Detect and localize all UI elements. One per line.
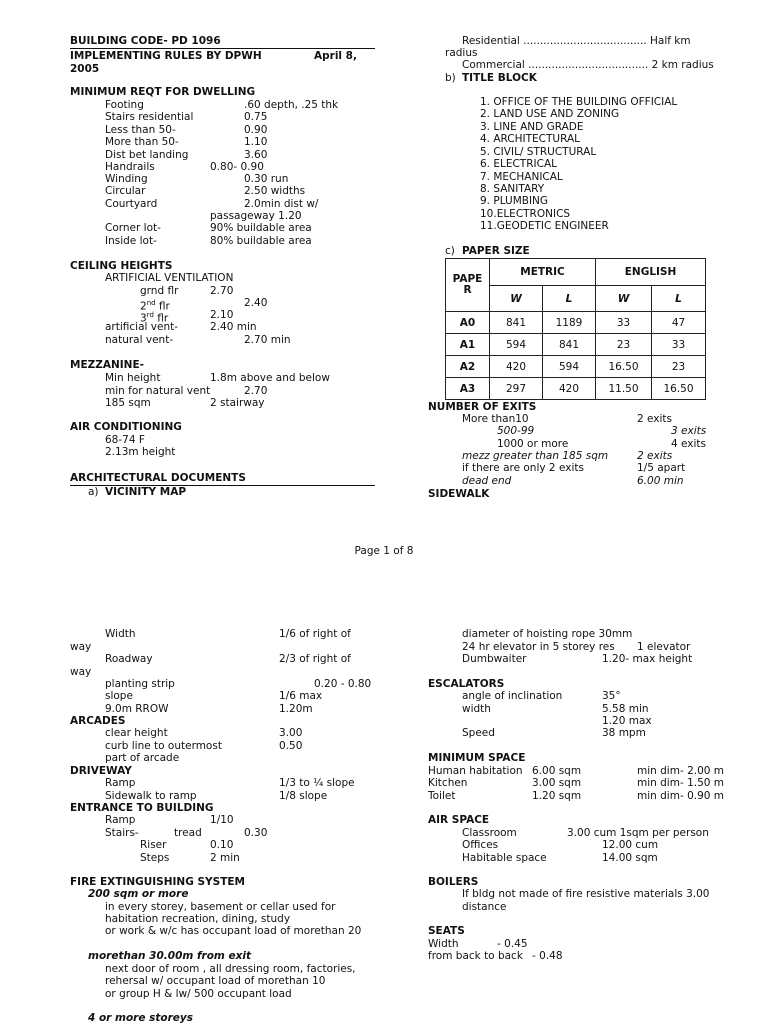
- aircon-height: 2.13m height: [105, 446, 176, 458]
- seats-label: from back to back: [428, 950, 523, 962]
- mezz-value: 2 stairway: [210, 397, 265, 409]
- tread-value: 0.30: [244, 827, 268, 839]
- dwelling-label: More than 50-: [105, 136, 179, 148]
- english-l-cell: 47: [652, 312, 706, 334]
- paper-size-cell: A2: [446, 356, 490, 378]
- fire-subheading: 200 sqm or more: [88, 888, 189, 900]
- planting-label: planting strip: [105, 678, 175, 690]
- dwelling-value: 0.80- 0.90: [210, 161, 264, 173]
- space-label: Kitchen: [428, 777, 468, 789]
- doc-year: 2005: [70, 63, 100, 75]
- air-space-label: Habitable space: [462, 852, 547, 864]
- dwelling-value: 90% buildable area: [210, 222, 312, 234]
- exits-value: 6.00 min: [637, 475, 684, 487]
- roadway-label: Roadway: [105, 653, 153, 665]
- fire-line: rehersal w/ occupant load of morethan 10: [105, 975, 326, 987]
- space-value: 3.00 sqm: [532, 777, 582, 789]
- list-item: 10.ELECTRONICS: [480, 208, 571, 220]
- list-item: 2. LAND USE AND ZONING: [480, 108, 620, 120]
- table-row: [446, 378, 706, 400]
- doc-subtitle: IMPLEMENTING RULES BY DPWH: [70, 50, 262, 62]
- driveway-value: 1/3 to ¼ slope: [279, 777, 355, 789]
- dwelling-value: 2.0min dist w/: [244, 198, 319, 210]
- dwelling-label: Stairs residential: [105, 111, 194, 123]
- natural-vent-value: 2.70 min: [244, 334, 291, 346]
- fire-line: or work & w/c has occupant load of morethan 20: [105, 925, 362, 937]
- ceiling-subheading: ARTIFICIAL VENTILATION: [105, 272, 234, 284]
- exits-value: 2 exits: [637, 450, 673, 462]
- exits-label: if there are only 2 exits: [462, 462, 584, 474]
- escalator-value: 1.20 max: [602, 715, 652, 727]
- exits-value: 3 exits: [671, 425, 707, 437]
- floor-label: 3rd flr: [140, 311, 169, 325]
- dumbwaiter-label: Dumbwaiter: [462, 653, 527, 665]
- floor-label: 2nd flr: [140, 299, 170, 313]
- metric-w-cell: 594: [490, 334, 543, 356]
- width-value: 1/6 of right of: [279, 628, 351, 640]
- english-w-cell: 11.50: [596, 378, 652, 400]
- arcade-label: part of arcade: [105, 752, 180, 764]
- artificial-vent-label: artificial vent-: [105, 321, 179, 333]
- space-value: 6.00 sqm: [532, 765, 582, 777]
- radius-residential: Residential ..................................... Half km: [462, 35, 691, 47]
- entrance-value: 1/10: [210, 814, 234, 826]
- escalator-label: Speed: [462, 727, 495, 739]
- arcade-value: 0.50: [279, 740, 303, 752]
- arcades-heading: ARCADES: [70, 715, 126, 727]
- riser-label: Riser: [140, 839, 167, 851]
- dwelling-label: Inside lot-: [105, 235, 157, 247]
- english-l-cell: 33: [652, 334, 706, 356]
- floor-value: 2.70: [210, 285, 234, 297]
- driveway-label: Ramp: [105, 777, 136, 789]
- space-label: Toilet: [428, 790, 456, 802]
- slope-value: 1/6 max: [279, 690, 323, 702]
- title-underline: [70, 48, 375, 49]
- boilers-line: distance: [462, 901, 507, 913]
- table-header-metric: METRIC: [490, 259, 596, 286]
- rrow-label: 9.0m RROW: [105, 703, 169, 715]
- paper-size-heading: PAPER SIZE: [462, 245, 530, 257]
- fire-subheading: 4 or more storeys: [88, 1012, 193, 1024]
- table-header-english: ENGLISH: [596, 259, 706, 286]
- fire-line: habitation recreation, dining, study: [105, 913, 291, 925]
- fire-line: next door of room , all dressing room, factories,: [105, 963, 356, 975]
- metric-l-cell: 1189: [543, 312, 596, 334]
- dwelling-value: 2.50 widths: [244, 185, 306, 197]
- dwelling-label: Handrails: [105, 161, 155, 173]
- english-w-cell: 33: [596, 312, 652, 334]
- metric-l-cell: 594: [543, 356, 596, 378]
- entrance-label: Ramp: [105, 814, 136, 826]
- doc-title: BUILDING CODE- PD 1096: [70, 35, 221, 47]
- space-dim: min dim- 0.90 m: [637, 790, 725, 802]
- table-row: [446, 312, 706, 334]
- driveway-label: Sidewalk to ramp: [105, 790, 197, 802]
- list-item: 7. MECHANICAL: [480, 171, 563, 183]
- seats-heading: SEATS: [428, 925, 465, 937]
- escalator-value: 38 mpm: [602, 727, 646, 739]
- dwelling-value: 3.60: [244, 149, 268, 161]
- exits-label: 500-99: [497, 425, 535, 437]
- paper-size-marker: c): [445, 245, 455, 257]
- escalators-heading: ESCALATORS: [428, 678, 505, 690]
- paper-size-cell: A3: [446, 378, 490, 400]
- dwelling-value: 0.30 run: [244, 173, 289, 185]
- escalator-label: width: [462, 703, 491, 715]
- planting-value: 0.20 - 0.80: [314, 678, 372, 690]
- aircon-temp: 68-74 F: [105, 434, 145, 446]
- rrow-value: 1.20m: [279, 703, 313, 715]
- dwelling-value: .60 depth, .25 thk: [244, 99, 339, 111]
- dwelling-heading: MINIMUM REQT FOR DWELLING: [70, 86, 256, 98]
- fire-line: or group H & lw/ 500 occupant load: [105, 988, 292, 1000]
- floor-value: 2.40: [244, 297, 268, 309]
- entrance-heading: ENTRANCE TO BUILDING: [70, 802, 214, 814]
- dwelling-label: Footing: [105, 99, 144, 111]
- vicinity-map-label: VICINITY MAP: [105, 486, 187, 498]
- list-item: 9. PLUMBING: [480, 195, 549, 207]
- english-l-cell: 23: [652, 356, 706, 378]
- dwelling-value: 0.90: [244, 124, 268, 136]
- list-item: 1. OFFICE OF THE BUILDING OFFICIAL: [480, 96, 678, 108]
- exits-value: 4 exits: [671, 438, 707, 450]
- space-dim: min dim- 2.00 m: [637, 765, 725, 777]
- table-header-l: L: [652, 286, 706, 312]
- metric-w-cell: 841: [490, 312, 543, 334]
- table-row: [446, 356, 706, 378]
- arcade-label: clear height: [105, 727, 168, 739]
- air-space-label: Classroom: [462, 827, 517, 839]
- boilers-line: If bldg not made of fire resistive materials 3.00: [462, 888, 710, 900]
- width-label: Width: [105, 628, 136, 640]
- arcade-label: curb line to outermost: [105, 740, 222, 752]
- min-space-heading: MINIMUM SPACE: [428, 752, 526, 764]
- air-space-value: 3.00 cum 1sqm per person: [567, 827, 709, 839]
- elevator-label: 24 hr elevator in 5 storey res: [462, 641, 615, 653]
- metric-l-cell: 420: [543, 378, 596, 400]
- dwelling-label: Circular: [105, 185, 146, 197]
- driveway-heading: DRIVEWAY: [70, 765, 132, 777]
- floor-value: 2.10: [210, 309, 234, 321]
- table-header-paper: PAPE R: [446, 259, 490, 312]
- fire-subheading: morethan 30.00m from exit: [88, 950, 252, 962]
- list-item: 4. ARCHITECTURAL: [480, 133, 581, 145]
- air-space-value: 12.00 cum: [602, 839, 659, 851]
- space-dim: min dim- 1.50 m: [637, 777, 725, 789]
- aircon-heading: AIR CONDITIONING: [70, 421, 182, 433]
- space-label: Human habitation: [428, 765, 523, 777]
- seats-value: - 0.45: [497, 938, 528, 950]
- doc-date: April 8,: [314, 50, 357, 62]
- mezz-label: Min height: [105, 372, 161, 384]
- table-header-l: L: [543, 286, 596, 312]
- width-way: way: [70, 641, 92, 653]
- radius-commercial: Commercial .................................... 2 km radius: [462, 59, 714, 71]
- mezz-label: min for natural vent: [105, 385, 211, 397]
- fire-heading: FIRE EXTINGUISHING SYSTEM: [70, 876, 245, 888]
- exits-label: More than10: [462, 413, 529, 425]
- seats-label: Width: [428, 938, 459, 950]
- list-item: 8. SANITARY: [480, 183, 545, 195]
- mezz-value: 1.8m above and below: [210, 372, 330, 384]
- title-block-heading: TITLE BLOCK: [462, 72, 537, 84]
- escalator-label: angle of inclination: [462, 690, 563, 702]
- dwelling-value: 1.10: [244, 136, 268, 148]
- air-space-label: Offices: [462, 839, 499, 851]
- list-item: 11.GEODETIC ENGINEER: [480, 220, 609, 232]
- hoist-rope-line: diameter of hoisting rope 30mm: [462, 628, 633, 640]
- mezz-label: 185 sqm: [105, 397, 151, 409]
- seats-value: - 0.48: [532, 950, 563, 962]
- roadway-value: 2/3 of right of: [279, 653, 351, 665]
- fire-line: in every storey, basement or cellar used for: [105, 901, 336, 913]
- dwelling-label: Courtyard: [105, 198, 158, 210]
- steps-value: 2 min: [210, 852, 240, 864]
- arcade-value: 3.00: [279, 727, 303, 739]
- air-space-value: 14.00 sqm: [602, 852, 658, 864]
- list-item: 6. ELECTRICAL: [480, 158, 557, 170]
- dwelling-label: Dist bet landing: [105, 149, 189, 161]
- roadway-way: way: [70, 666, 92, 678]
- dwelling-value: 80% buildable area: [210, 235, 312, 247]
- escalator-value: 35°: [602, 690, 621, 702]
- list-item: 3. LINE AND GRADE: [480, 121, 584, 133]
- dwelling-label: Less than 50-: [105, 124, 176, 136]
- tread-label: tread: [174, 827, 202, 839]
- natural-vent-label: natural vent-: [105, 334, 174, 346]
- slope-label: slope: [105, 690, 133, 702]
- dwelling-value: 0.75: [244, 111, 268, 123]
- air-space-heading: AIR SPACE: [428, 814, 490, 826]
- exits-label: mezz greater than 185 sqm: [462, 450, 609, 462]
- space-value: 1.20 sqm: [532, 790, 582, 802]
- page-number: Page 1 of 8: [354, 545, 414, 557]
- table-header-w: W: [490, 286, 543, 312]
- english-l-cell: 16.50: [652, 378, 706, 400]
- title-block-marker: b): [445, 72, 456, 84]
- steps-label: Steps: [140, 852, 170, 864]
- riser-value: 0.10: [210, 839, 234, 851]
- elevator-value: 1 elevator: [637, 641, 691, 653]
- metric-w-cell: 297: [490, 378, 543, 400]
- exits-value: 2 exits: [637, 413, 673, 425]
- metric-l-cell: 841: [543, 334, 596, 356]
- exits-value: 1/5 apart: [637, 462, 686, 474]
- metric-w-cell: 420: [490, 356, 543, 378]
- radius-word: radius: [445, 47, 478, 59]
- floor-label: grnd flr: [140, 285, 179, 297]
- english-w-cell: 16.50: [596, 356, 652, 378]
- dwelling-label: Winding: [105, 173, 148, 185]
- table-row: [446, 334, 706, 356]
- vicinity-marker: a): [88, 486, 99, 498]
- exits-label: dead end: [462, 475, 512, 487]
- boilers-heading: BOILERS: [428, 876, 479, 888]
- escalator-value: 5.58 min: [602, 703, 649, 715]
- exits-heading: NUMBER OF EXITS: [428, 401, 537, 413]
- paper-size-cell: A0: [446, 312, 490, 334]
- paper-size-table: [445, 258, 706, 400]
- mezz-value: 2.70: [244, 385, 268, 397]
- arch-docs-heading: ARCHITECTURAL DOCUMENTS: [70, 472, 246, 484]
- list-item: 5. CIVIL/ STRUCTURAL: [480, 146, 597, 158]
- paper-size-cell: A1: [446, 334, 490, 356]
- dumbwaiter-value: 1.20- max height: [602, 653, 693, 665]
- exits-label: 1000 or more: [497, 438, 569, 450]
- sidewalk-heading: SIDEWALK: [428, 488, 490, 500]
- table-header-w: W: [596, 286, 652, 312]
- ceiling-heading: CEILING HEIGHTS: [70, 260, 173, 272]
- english-w-cell: 23: [596, 334, 652, 356]
- artificial-vent-value: 2.40 min: [210, 321, 257, 333]
- driveway-value: 1/8 slope: [279, 790, 328, 802]
- dwelling-label: Corner lot-: [105, 222, 161, 234]
- mezzanine-heading: MEZZANINE-: [70, 359, 144, 371]
- stairs-label: Stairs-: [105, 827, 139, 839]
- dwelling-value: passageway 1.20: [210, 210, 302, 222]
